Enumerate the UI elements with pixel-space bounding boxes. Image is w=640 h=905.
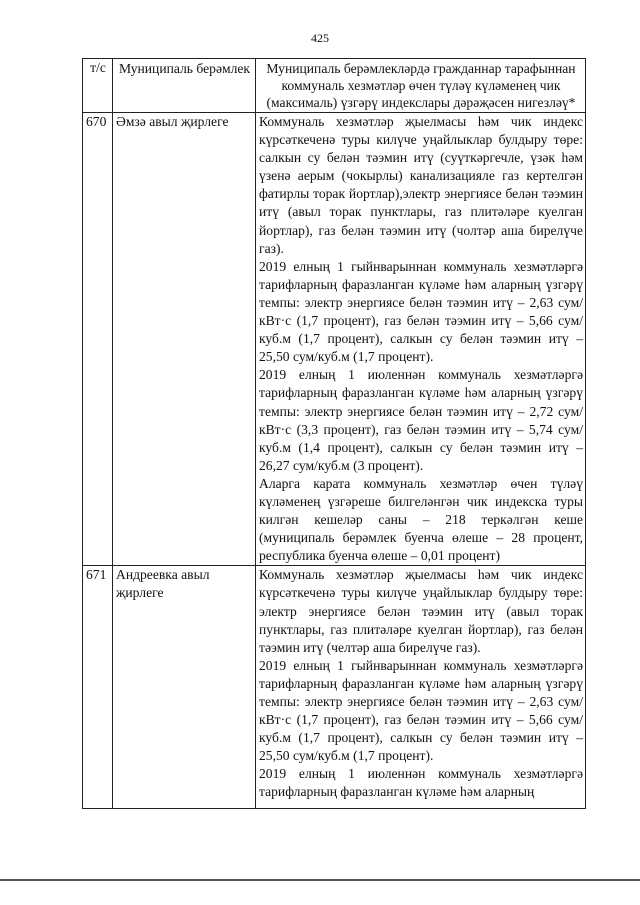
page-number: 425 bbox=[311, 31, 329, 45]
scan-edge-line bbox=[0, 879, 640, 881]
justification-cell bbox=[256, 566, 586, 809]
paragraph: 2019 елның 1 гыйнварыннан коммуналь хезмәтләргә тарифларның фаразланган күләме һәм аларның үзгәрү темпы: электр энергиясе белән тәэмин итү – 2,63 сум/кВт·с (1,7 процент), газ белән тәэмин итү – 5,66 сум/куб.м (1,7 процент), салкын су белән тәэмин итү – 25,50 сум/куб.м (1,7 процент). bbox=[259, 258, 583, 365]
municipality-name: Әмзә авыл җирлеге bbox=[113, 113, 256, 566]
paragraph: Аларга карата коммуналь хезмәтләр өчен түләү күләменең үзгәреше билгеләнгән чик индекска туры килгән кешеләр саны – 218 теркәлгән кеше (муниципаль берәмлек буенча өлеше – 28 процент, республика буенча өлеше – 0,01 процент) bbox=[259, 475, 583, 564]
table-row bbox=[83, 113, 586, 566]
row-number: 671 bbox=[83, 566, 113, 809]
tariff-table bbox=[82, 58, 586, 809]
header-justification: Муниципаль берәмлекләрдә гражданнар тарафыннан коммуналь хезмәтләр өчен түләү күләменең чик (максималь) үзгәрү индекслары дәрәҗәсен нигезләү* bbox=[256, 59, 586, 113]
municipality-name: Андреевка авыл җирлеге bbox=[113, 566, 256, 809]
justification-cell bbox=[256, 113, 586, 566]
paragraph: Коммуналь хезмәтләр җыелмасы һәм чик индекс күрсәткеченә туры килүче уңайлыклар булдыру төре: салкын су белән тәэмин итү (суүткәргечле, үзәк һәм үзенә аерым (чокырлы) канализацияле газ кертелгән фатирлы торак йортлар),электр энергиясе белән тәэмин итү (авыл торак пунктлары, газ плитәләре куелган йортлар), газ белән тәэмин итү (чолтәр аша бирелүче газ). bbox=[259, 114, 583, 256]
paragraph: Коммуналь хезмәтләр җыелмасы һәм чик индекс күрсәткеченә туры килүче уңайлыклар булдыру төре: электр энергиясе белән тәэмин итү (авыл торак пунктлары, газ плитәләре куелган йортлар), газ белән тәэмин итү (челтәр аша бирелүче газ). bbox=[259, 567, 583, 655]
table-header-row bbox=[83, 59, 586, 113]
header-number: т/с bbox=[83, 59, 113, 113]
header-municipality: Муниципаль берәмлек bbox=[113, 59, 256, 113]
row-number: 670 bbox=[83, 113, 113, 566]
paragraph: 2019 елның 1 июленнән коммуналь хезмәтләргә тарифларның фаразланган күләме һәм аларның bbox=[259, 766, 583, 800]
paragraph: 2019 елның 1 июленнән коммуналь хезмәтләргә тарифларның фаразланган күләме һәм аларның үзгәрү темпы: электр энергиясе белән тәэмин итү – 2,72 сум/кВт·с (3,3 процент), газ белән тәэмин итү – 5,74 сум/куб.м (1,4 процент), салкын су белән тәэмин итү – 26,27 сум/куб.м (3 процент). bbox=[259, 367, 583, 473]
table-row bbox=[83, 566, 586, 809]
paragraph: 2019 елның 1 гыйнварыннан коммуналь хезмәтләргә тарифларның фаразланган күләме һәм аларның үзгәрү темпы: электр энергиясе белән тәэмин итү – 2,63 сум/кВт·с (1,7 процент), газ белән тәэмин итү – 5,66 сум/куб.м (1,7 процент), салкын су белән тәэмин итү – 25,50 сум/куб.м (1,7 процент). bbox=[259, 657, 583, 764]
